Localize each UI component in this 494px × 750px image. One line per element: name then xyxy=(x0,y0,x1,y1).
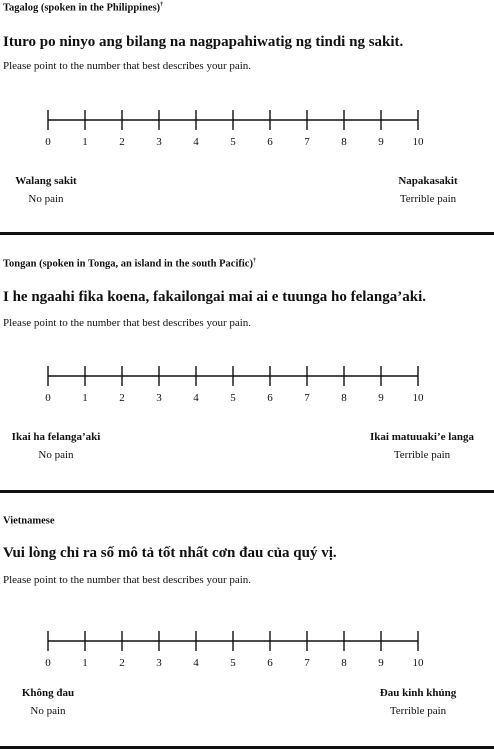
scale-tick-label-9[interactable]: 9 xyxy=(378,657,384,669)
scale-tick-label-9[interactable]: 9 xyxy=(378,136,384,148)
section-divider xyxy=(0,232,494,235)
scale-tick-label-10[interactable]: 10 xyxy=(412,136,424,148)
right-anchor-english: Terrible pain xyxy=(389,705,447,717)
right-anchor xyxy=(362,684,474,720)
right-anchor-english: Terrible pain xyxy=(393,449,451,461)
left-anchor xyxy=(8,684,88,720)
right-anchor-native: Ikai matuuaki’e langa xyxy=(370,431,474,443)
left-anchor xyxy=(6,172,86,208)
scale-tick-label-0[interactable]: 0 xyxy=(45,392,51,404)
scale-tick-label-2[interactable]: 2 xyxy=(119,392,125,404)
scale-tick-label-3[interactable]: 3 xyxy=(156,392,162,404)
right-anchor-native: Đau kinh khủng xyxy=(379,687,457,699)
right-anchor xyxy=(360,428,484,464)
pain-prompt: Ituro po ninyo ang bilang na nagpapahiwatig ng tindi ng sakit. xyxy=(3,34,404,50)
scale-tick-label-5[interactable]: 5 xyxy=(230,392,236,404)
scale-tick-label-7[interactable]: 7 xyxy=(304,657,310,669)
left-anchor-english: No pain xyxy=(30,705,66,717)
scale-tick-label-6[interactable]: 6 xyxy=(267,136,273,148)
scale-tick-label-4[interactable]: 4 xyxy=(193,657,199,669)
left-anchor xyxy=(6,428,106,464)
scale-tick-label-7[interactable]: 7 xyxy=(304,392,310,404)
section-tagalog xyxy=(0,0,494,235)
language-label-text: Vietnamese xyxy=(3,515,55,527)
scale-tick-label-6[interactable]: 6 xyxy=(267,657,273,669)
scale-tick-label-1[interactable]: 1 xyxy=(82,392,88,404)
language-label-text: Tagalog (spoken in the Philippines) xyxy=(3,2,161,14)
scale-tick-label-3[interactable]: 3 xyxy=(156,136,162,148)
scale-tick-label-1[interactable]: 1 xyxy=(82,136,88,148)
scale-tick-label-10[interactable]: 10 xyxy=(412,392,424,404)
scale-tick-label-2[interactable]: 2 xyxy=(119,657,125,669)
scale-tick-label-5[interactable]: 5 xyxy=(230,136,236,148)
language-label-text: Tongan (spoken in Tonga, an island in the south Pacific) xyxy=(3,258,253,270)
section-divider xyxy=(0,746,494,749)
scale-tick-label-2[interactable]: 2 xyxy=(119,136,125,148)
instruction-text: Please point to the number that best describes your pain. xyxy=(3,574,252,586)
left-anchor-english: No pain xyxy=(38,449,74,461)
scale-tick-label-9[interactable]: 9 xyxy=(378,392,384,404)
scale-tick-label-8[interactable]: 8 xyxy=(341,136,347,148)
footnote-mark: † xyxy=(252,258,256,264)
section-divider xyxy=(0,490,494,493)
right-anchor-native: Napakasakit xyxy=(398,175,458,187)
right-anchor xyxy=(378,172,478,208)
scale-tick-label-8[interactable]: 8 xyxy=(341,392,347,404)
scale-tick-label-4[interactable]: 4 xyxy=(193,136,199,148)
instruction-text: Please point to the number that best describes your pain. xyxy=(3,60,252,72)
scale-tick-label-4[interactable]: 4 xyxy=(193,392,199,404)
right-anchor-english: Terrible pain xyxy=(399,193,457,205)
scale-tick-label-3[interactable]: 3 xyxy=(156,657,162,669)
left-anchor-native: Không đau xyxy=(21,687,75,699)
left-anchor-native: Ikai ha felanga’aki xyxy=(11,431,101,443)
section-tongan xyxy=(0,256,494,491)
scale-tick-label-8[interactable]: 8 xyxy=(341,657,347,669)
left-anchor-native: Walang sakit xyxy=(15,175,77,187)
section-vietnamese xyxy=(0,514,494,750)
pain-prompt: I he ngaahi fika koena, fakailongai mai ai e tuunga ho felanga’aki. xyxy=(3,289,426,305)
left-anchor-english: No pain xyxy=(28,193,64,205)
scale-tick-label-0[interactable]: 0 xyxy=(45,657,51,669)
pain-prompt: Vui lòng chỉ ra số mô tả tốt nhất cơn đau của quý vị. xyxy=(3,545,337,561)
footnote-mark: † xyxy=(160,2,164,8)
scale-tick-label-5[interactable]: 5 xyxy=(230,657,236,669)
scale-tick-label-1[interactable]: 1 xyxy=(82,657,88,669)
scale-tick-label-0[interactable]: 0 xyxy=(45,136,51,148)
instruction-text: Please point to the number that best describes your pain. xyxy=(3,317,252,329)
scale-tick-label-10[interactable]: 10 xyxy=(412,657,424,669)
scale-tick-label-7[interactable]: 7 xyxy=(304,136,310,148)
scale-tick-label-6[interactable]: 6 xyxy=(267,392,273,404)
